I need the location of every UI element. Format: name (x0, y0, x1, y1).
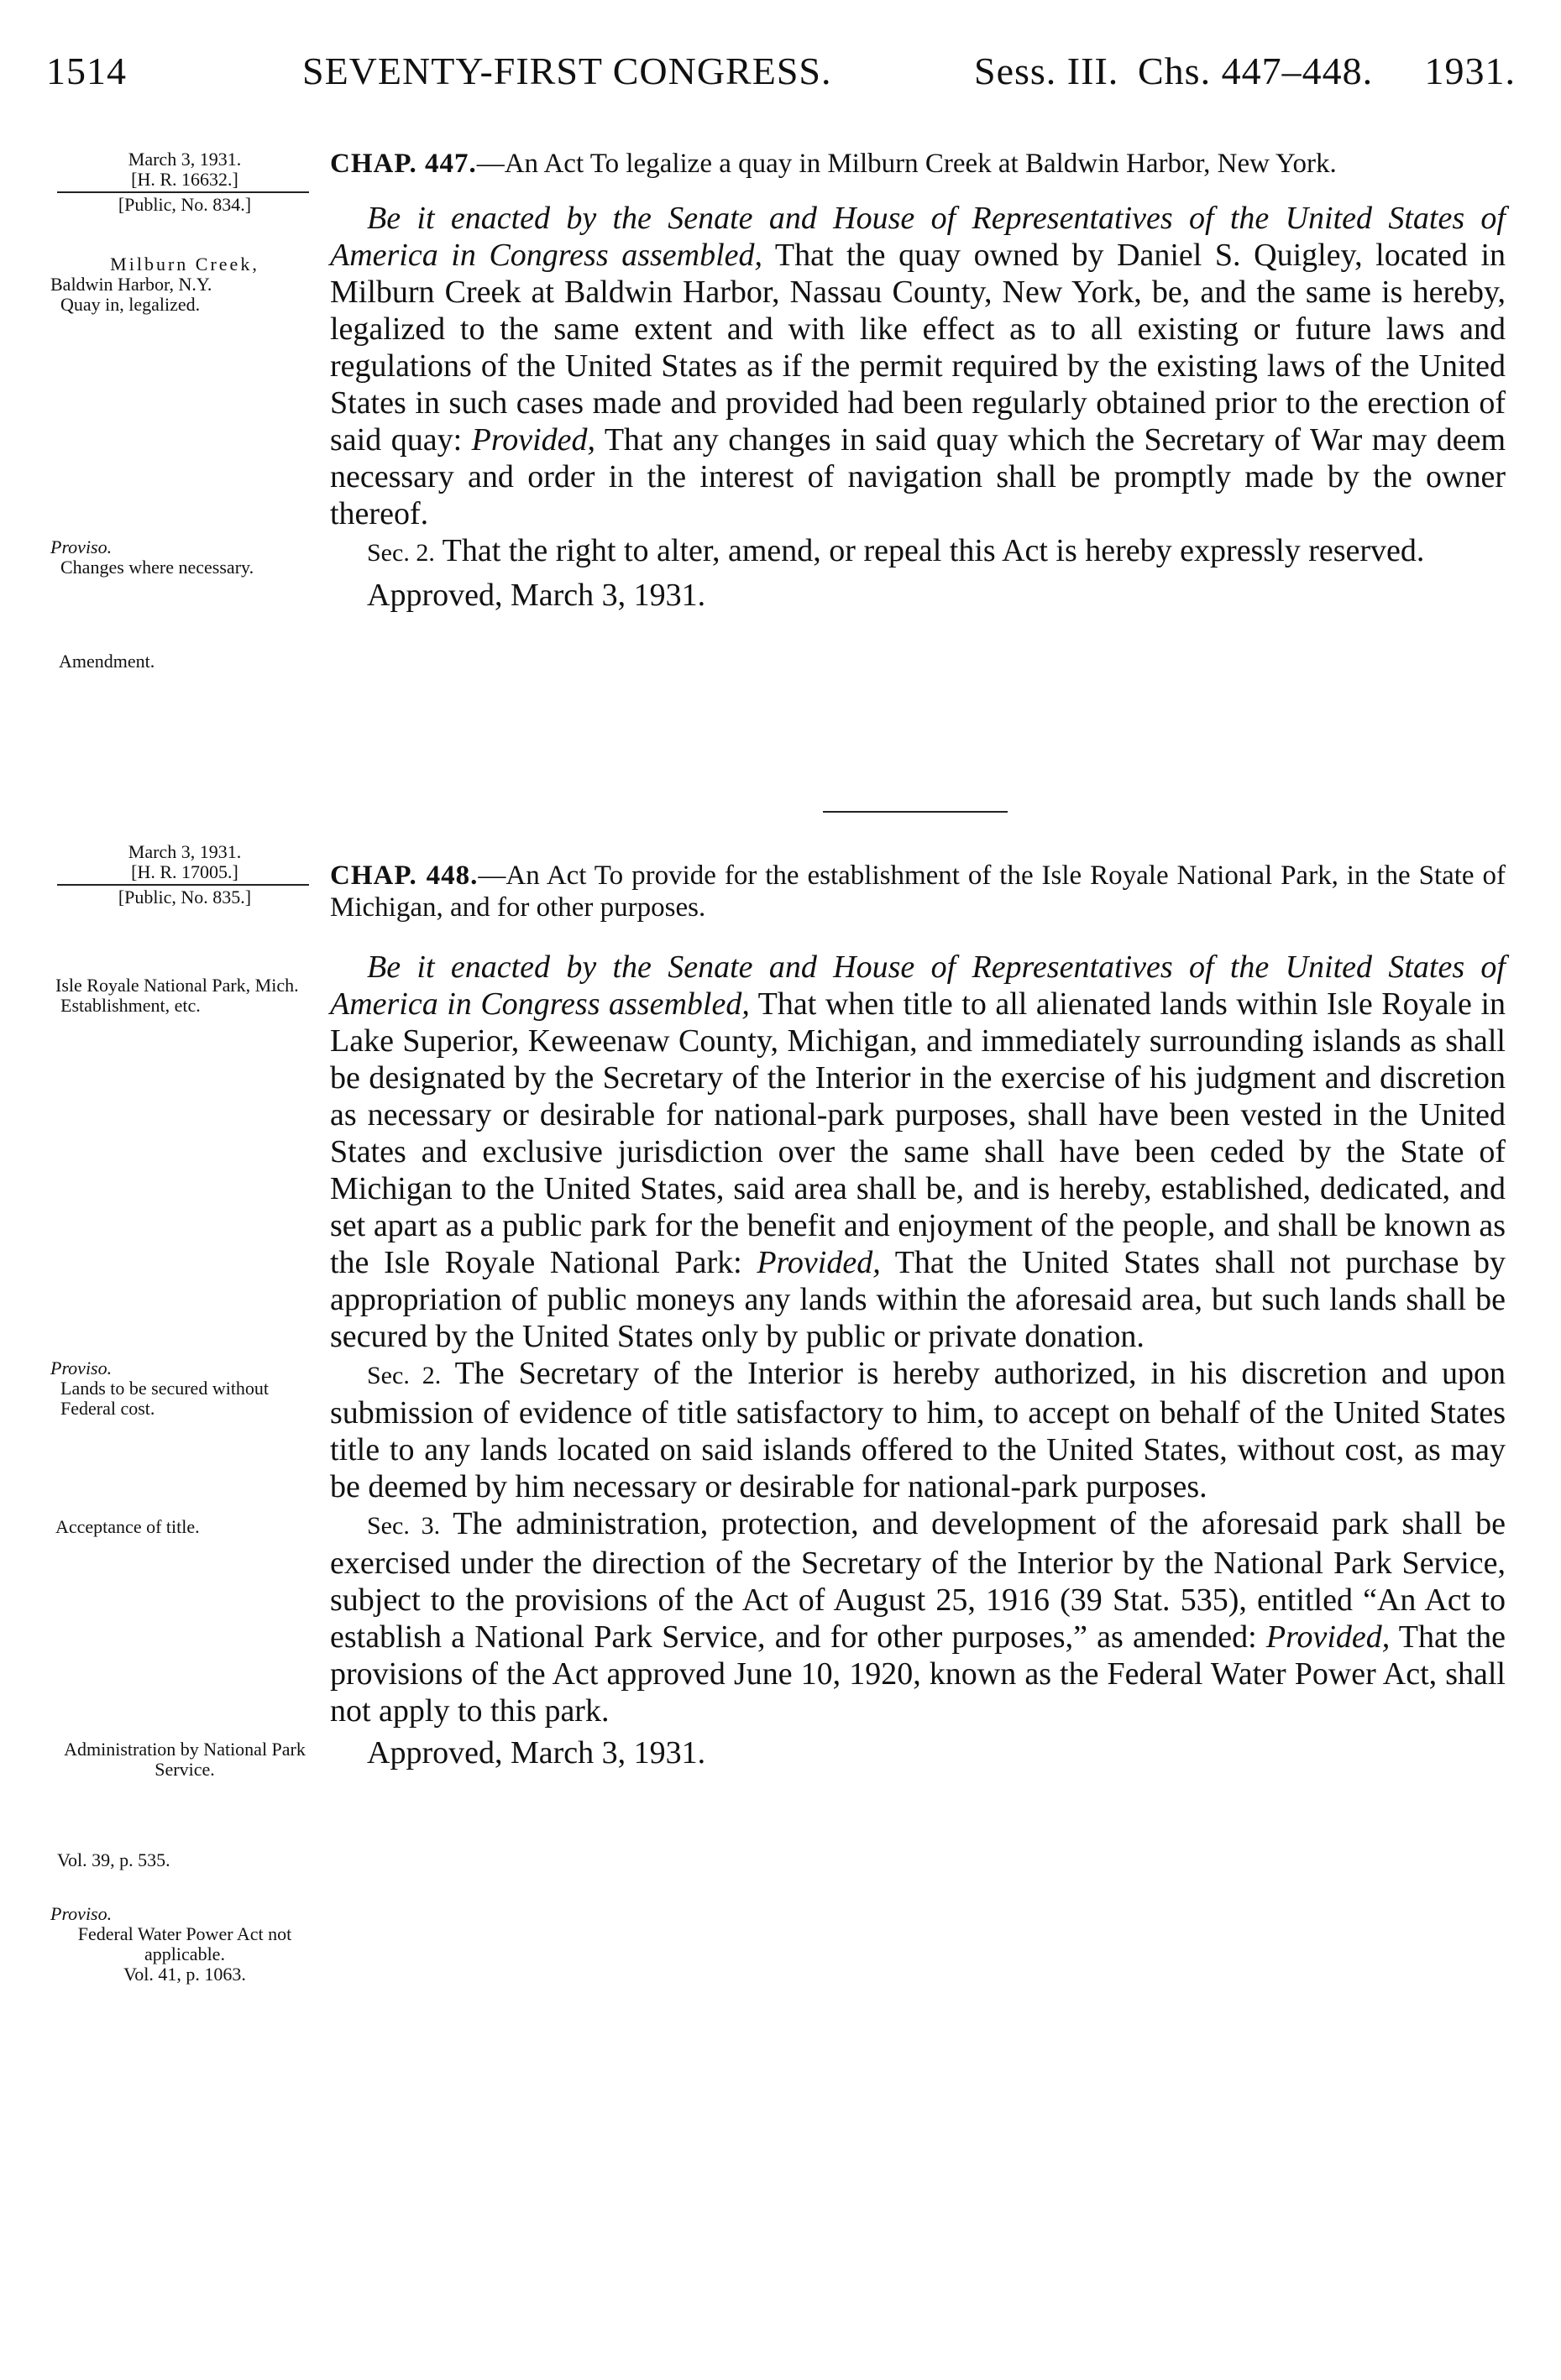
margin-topic-line: Quay in, legalized. (60, 294, 201, 315)
margin-proviso-label: Proviso. (50, 1357, 113, 1378)
margin-rule (57, 884, 309, 886)
margin-date: March 3, 1931. (128, 841, 242, 862)
session-label: Sess. III. (974, 50, 1119, 92)
chap448-enacting-paragraph (330, 949, 1506, 1355)
chapter-number: CHAP. 448. (330, 860, 479, 891)
chap448-heading (330, 860, 1506, 923)
chapter-number: CHAP. 447. (330, 149, 477, 179)
chapter-divider (823, 811, 1008, 813)
chapters-label: Chs. 447–448. (1138, 50, 1374, 92)
chap447-heading (330, 148, 1506, 180)
section-text: That the right to alter, amend, or repeal this Act is hereby expressly reserved. (434, 533, 1425, 568)
margin-proviso-note: Changes where necessary. (60, 557, 254, 578)
chap447-approved: Approved, March 3, 1931. (367, 578, 706, 613)
section-label: Sec. 2. (367, 539, 435, 567)
running-header (46, 49, 1516, 107)
congress-title: SEVENTY-FIRST CONGRESS. (302, 50, 832, 92)
enacting-clause: Be it enacted by the Senate and House of Representatives of the United States of America in Congress assembled, (330, 201, 1506, 273)
section-text: The administration, protection, and development of the aforesaid park shall be exercised under the direction of the Secretary of the Interior by the National Park Service, subject to the provisions of the Act of August 25, 1916 (39 Stat. 535), entitled “An Act to establish a National Park Service, and for other purposes,” as amended: (330, 1506, 1506, 1655)
margin-topic-line: Milburn Creek, (110, 254, 259, 275)
section-text: The Secretary of the Interior is hereby authorized, in his discretion and upon submission of evidence of title satisfactory to him, to accept on behalf of the United States title to any lands located on said islands offered to the United States, without cost, as may be deemed by him necessary or desirable for national-park purposes. (330, 1356, 1506, 1504)
chapter-title: —An Act To provide for the establishment of the Isle Royale National Park, in the State of Michigan, and for other purposes. (330, 860, 1506, 923)
chap448-margin-acceptance (50, 1517, 319, 1537)
margin-bill: [H. R. 16632.] (131, 169, 238, 190)
chap448-text (330, 860, 1506, 1771)
chap448-margin-administration (50, 1739, 319, 1780)
chap447-margin-citation (50, 149, 319, 242)
chap448-margin-citation (50, 842, 319, 908)
chap448-margin-proviso (50, 1358, 319, 1419)
margin-topic-line: Isle Royale National Park, Mich. (55, 975, 299, 996)
chapter-title: —An Act To legalize a quay in Milburn Creek at Baldwin Harbor, New York. (476, 149, 1337, 179)
margin-acceptance: Acceptance of title. (55, 1516, 200, 1537)
header-year: 1931. (1424, 50, 1516, 92)
body-text: That the quay owned by Daniel S. Quigley, located in Milburn Creek at Baldwin Harbor, Nassau County, New York, be, and the same is hereby, legalized to the same extent and with like effect as to all existing or future laws and regulations of the United States as if the permit required by the existing laws of the United States in such cases made and provided had been regularly obtained prior to the erection of said quay: (330, 238, 1506, 458)
margin-proviso-note: Lands to be secured without Federal cost. (60, 1378, 270, 1419)
chap448-margin-topic (50, 976, 319, 1016)
body-text: That any changes in said quay which the Secretary of War may deem necessary and order in the interest of navigation shall be promptly made by the owner thereof. (330, 422, 1506, 531)
chap447-margin-topic (50, 254, 319, 315)
margin-administration: Administration by National Park Service. (64, 1739, 306, 1780)
chap447-enacting-paragraph (330, 200, 1506, 532)
body-text: That the United States shall not purchase by appropriation of public moneys any lands within the aforesaid area, but such lands shall be secured by the United States only by public or private donation. (330, 1245, 1506, 1354)
chap447-section-2 (330, 532, 1506, 572)
chap448-approved: Approved, March 3, 1931. (367, 1735, 706, 1771)
chap448-section-3 (330, 1505, 1506, 1729)
chap448-margin-vol39 (50, 1850, 319, 1870)
margin-bill: [H. R. 17005.] (131, 861, 238, 882)
margin-volume-ref: Vol. 39, p. 535. (57, 1849, 170, 1870)
margin-proviso-label: Proviso. (50, 1903, 113, 1924)
margin-public-law: [Public, No. 835.] (118, 887, 252, 908)
chap447-margin-amendment (50, 651, 319, 672)
chap447-text (330, 148, 1506, 614)
chap447-margin-proviso (50, 537, 319, 578)
enacting-clause: Be it enacted by the Senate and House of Representatives of the United States of America in Congress assembled, (330, 949, 1506, 1022)
chap448-section-2 (330, 1355, 1506, 1505)
margin-federal-water: Federal Water Power Act not applicable. (77, 1923, 292, 1964)
body-text: That when title to all alienated lands within Isle Royale in Lake Superior, Keweenaw County, Michigan, and immediately surrounding islands as shall be designated by the Secretary of the Interior in the exercise of his judgment and discretion as necessary or desirable for national-park purposes, shall have been vested in the United States and exclusive jurisdiction over the same shall have been ceded by the State of Michigan to the United States, said area shall be, and is hereby, established, dedicated, and set apart as a public park for the benefit and enjoyment of the people, and shall be known as the Isle Royale National Park: (330, 986, 1506, 1280)
provided-word: Provided, (1265, 1619, 1391, 1655)
margin-amendment: Amendment. (59, 651, 155, 672)
margin-date: March 3, 1931. (128, 149, 242, 170)
section-label: Sec. 2. (367, 1362, 442, 1389)
margin-volume-ref: Vol. 41, p. 1063. (123, 1964, 246, 1985)
page-number: 1514 (46, 50, 127, 92)
margin-rule (57, 191, 309, 193)
provided-word: Provided, (757, 1245, 881, 1280)
section-label: Sec. 3. (367, 1512, 441, 1540)
provided-word: Provided, (471, 422, 596, 458)
chap448-margin-proviso2 (50, 1904, 319, 1985)
margin-proviso-label: Proviso. (50, 536, 113, 557)
margin-topic-line: Establishment, etc. (60, 995, 201, 1016)
margin-topic-line: Baldwin Harbor, N.Y. (50, 274, 212, 295)
section-text: That the provisions of the Act approved June 10, 1920, known as the Federal Water Power Act, shall not apply to this park. (330, 1619, 1506, 1729)
margin-public-law: [Public, No. 834.] (118, 194, 252, 215)
